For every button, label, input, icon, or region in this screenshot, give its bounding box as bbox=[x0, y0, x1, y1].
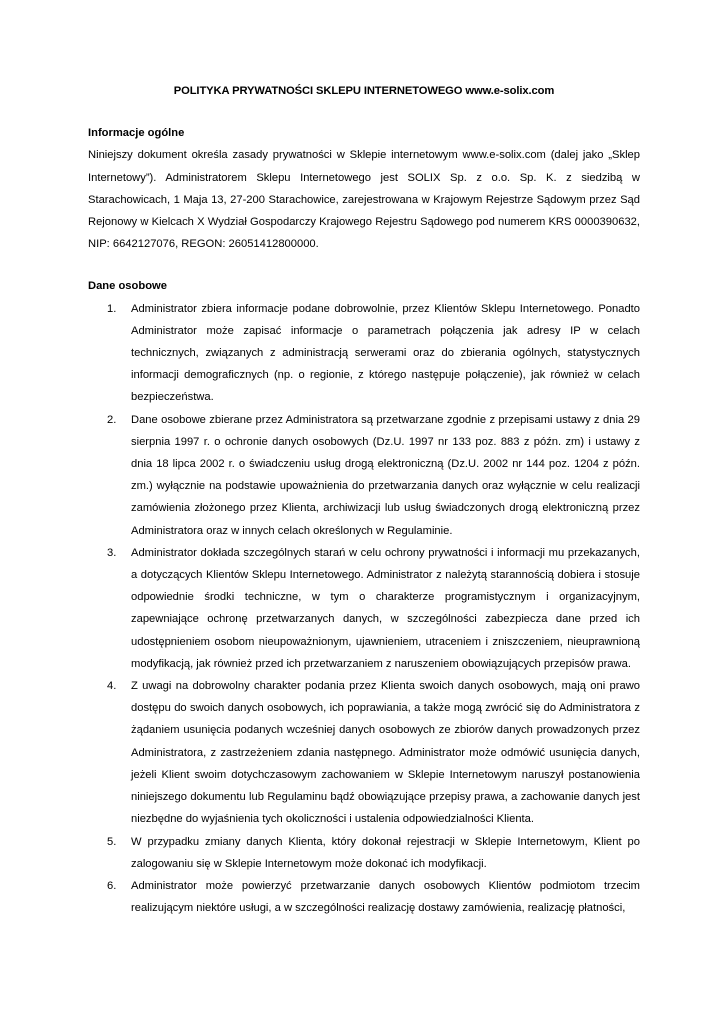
general-info-heading: Informacje ogólne bbox=[88, 127, 185, 140]
personal-data-list bbox=[88, 298, 640, 920]
list-item-number: 6. bbox=[107, 879, 117, 892]
list-item-number: 4. bbox=[107, 680, 117, 693]
list-item-number: 2. bbox=[107, 413, 117, 426]
list-item-text: Administrator zbiera informacje podane dobrowolnie, przez Klientów Sklepu Internetowego. Ponadto Administrator może zapisać informacje o parametrach połączenia jak adresy IP w celach technicznych, związanych z administracją serwerami oraz do zbierania ogólnych, statystycznych informacji demograficznych (np. o regionie, z którego następuje połączenie), jak również w celach bezpieczeństwa. bbox=[131, 302, 640, 404]
list-item-text: Administrator dokłada szczególnych starań w celu ochrony prywatności i informacji mu przekazanych, a dotyczących Klientów Sklepu Internetowego. Administrator z należytą starannością dobiera i stosuje odpowiednie środki techniczne, w tym o charakterze programistycznym i organizacyjnym, zapewniające ochronę przetwarzanych danych, w szczególności zabezpiecza dane przed ich udostępnieniem osobom nieupoważnionym, ujawnieniem, utraceniem i zniszczeniem, nieuprawnioną modyfikacją, jak również przed ich przetwarzaniem z naruszeniem obowiązujących przepisów prawa. bbox=[131, 546, 640, 670]
list-item bbox=[88, 542, 640, 675]
list-item bbox=[88, 409, 640, 542]
page-title: POLITYKA PRYWATNOŚCI SKLEPU INTERNETOWEGO www.e-solix.com bbox=[173, 85, 555, 97]
list-item bbox=[88, 675, 640, 830]
list-item-text: Z uwagi na dobrowolny charakter podania przez Klienta swoich danych osobowych, mają oni prawo dostępu do swoich danych osobowych, ich poprawiania, a także mogą zwrócić się do Administratora z żądaniem usunięcia podanych wcześniej danych osobowych ze zbiorów danych prowadzonych przez Administratora, z zastrzeżeniem zdania następnego. Administrator może odmówić usunięcia danych, jeżeli Klient swoim dotychczasowym zachowaniem w Sklepie Internetowym naruszył postanowienia niniejszego dokumentu lub Regulaminu bądź obowiązujące przepisy prawa, a zachowanie danych jest niezbędne do wyjaśnienia tych okoliczności i ustalenia odpowiedzialności Klienta. bbox=[131, 680, 640, 826]
list-item bbox=[88, 298, 640, 409]
personal-data-heading: Dane osobowe bbox=[88, 280, 167, 293]
list-item-text: Administrator może powierzyć przetwarzanie danych osobowych Klientów podmiotom trzecim realizującym niektóre usługi, a w szczególności realizację dostawy zamówienia, realizację płatności, bbox=[131, 879, 640, 915]
general-info-paragraph: Niniejszy dokument określa zasady prywatności w Sklepie internetowym www.e-solix.com (dalej jako „Sklep Internetowy”). Administratorem Sklepu Internetowego jest SOLIX Sp. z o.o. Sp. K. z siedzibą w Starachowicach, 1 Maja 13, 27-200 Starachowice, zarejestrowana w Krajowym Rejestrze Sądowym przez Sąd Rejonowy w Kielcach X Wydział Gospodarczy Krajowego Rejestru Sądowego pod numerem KRS 0000390632, NIP: 6642127076, REGON: 26051412800000. bbox=[88, 149, 640, 251]
list-item-text: W przypadku zmiany danych Klienta, który dokonał rejestracji w Sklepie Internetowym, Klient po zalogowaniu się w Sklepie Internetowym może dokonać ich modyfikacji. bbox=[131, 835, 640, 870]
list-item bbox=[88, 875, 640, 919]
list-item-number: 1. bbox=[107, 302, 117, 315]
document-page bbox=[88, 80, 640, 919]
list-item-number: 3. bbox=[107, 546, 117, 559]
list-item-number: 5. bbox=[107, 835, 117, 848]
list-item bbox=[88, 831, 640, 875]
section-spacer bbox=[88, 255, 640, 275]
list-item-text: Dane osobowe zbierane przez Administratora są przetwarzane zgodnie z przepisami ustawy z dnia 29 sierpnia 1997 r. o ochronie danych osobowych (Dz.U. 1997 nr 133 poz. 883 z późn. zm) i ustawy z dnia 18 lipca 2002 r. o świadczeniu usług drogą elektroniczną (Dz.U. 2002 nr 144 poz. 1204 z późn. zm.) wyłącznie na podstawie upoważnienia do przetwarzania danych oraz wyłącznie w celu realizacji zamówienia złożonego przez Klienta, archiwizacji lub usług świadczonych drogą elektroniczną przez Administratora oraz w innych celach określonych w Regulaminie. bbox=[131, 413, 640, 537]
